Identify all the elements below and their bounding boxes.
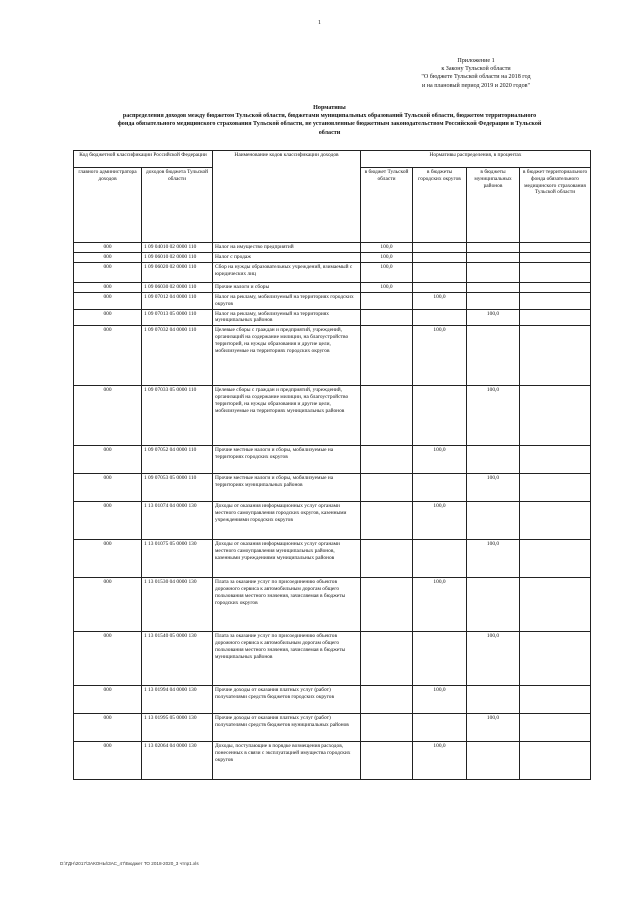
norm-mun-cell <box>467 446 520 474</box>
table-row <box>74 474 591 502</box>
income-code-cell: 1 09 07033 05 0000 110 <box>142 386 213 446</box>
annex-block <box>386 57 566 90</box>
norms-table <box>73 150 591 780</box>
norm-mun-cell <box>467 283 520 293</box>
norm-mun-cell <box>467 243 520 253</box>
norm-gor-cell: 100,0 <box>413 446 467 474</box>
norm-obl-cell: 100,0 <box>361 253 413 263</box>
norm-obl-cell: 100,0 <box>361 243 413 253</box>
norm-obl-cell <box>361 309 413 326</box>
table-row <box>74 309 591 326</box>
income-code-cell: 1 13 01075 05 0000 130 <box>142 540 213 578</box>
income-code-cell: 1 09 07052 04 0000 110 <box>142 446 213 474</box>
norm-mun-cell <box>467 502 520 540</box>
norm-fund-cell <box>520 474 591 502</box>
norm-gor-cell <box>413 386 467 446</box>
norm-obl-cell <box>361 293 413 310</box>
header-obl: в бюджет Тульской области <box>361 168 413 243</box>
norm-obl-cell <box>361 326 413 386</box>
norm-gor-cell <box>413 263 467 283</box>
title-line-1: распределения доходов между бюджетом Тульской области, бюджетами муниципальных образований Тульской области, бюджетом территориального <box>122 113 537 120</box>
title-line-3: области <box>318 129 341 136</box>
income-name-cell: Налог на рекламу, мобилизуемый на территориях муниципальных районов <box>213 309 361 326</box>
table-row <box>74 578 591 632</box>
income-name-cell: Прочие доходы от оказания платных услуг (работ) получателями средств бюджетов городских округов <box>213 686 361 714</box>
header-code-group: Код бюджетной классификации Российской Федерации <box>74 151 213 168</box>
admin-code-cell: 000 <box>74 714 142 742</box>
norm-fund-cell <box>520 243 591 253</box>
page-number: 1 <box>318 20 321 26</box>
admin-code-cell: 000 <box>74 502 142 540</box>
title-heading: Нормативы <box>313 105 346 111</box>
norm-obl-cell <box>361 714 413 742</box>
file-path-footer: D:\ГДН\2017\ЗАКОНЫ\ЗАС_47\Бюджет ТО 2018-2020_3 чтпр1.xls <box>60 861 199 866</box>
income-code-cell: 1 13 02064 04 0000 130 <box>142 742 213 780</box>
norm-mun-cell: 100,0 <box>467 714 520 742</box>
income-name-cell: Прочие налоги и сборы <box>213 283 361 293</box>
income-name-cell: Налог на рекламу, мобилизуемый на территориях городских округов <box>213 293 361 310</box>
admin-code-cell: 000 <box>74 742 142 780</box>
admin-code-cell: 000 <box>74 293 142 310</box>
norm-fund-cell <box>520 326 591 386</box>
norm-obl-cell <box>361 632 413 686</box>
table-row <box>74 502 591 540</box>
admin-code-cell: 000 <box>74 446 142 474</box>
admin-code-cell: 000 <box>74 386 142 446</box>
table-row <box>74 632 591 686</box>
income-code-cell: 1 09 07012 04 0000 110 <box>142 293 213 310</box>
norm-gor-cell: 100,0 <box>413 502 467 540</box>
income-name-cell: Налог с продаж <box>213 253 361 263</box>
norm-mun-cell <box>467 253 520 263</box>
norm-fund-cell <box>520 540 591 578</box>
norm-obl-cell: 100,0 <box>361 283 413 293</box>
norm-obl-cell <box>361 578 413 632</box>
norm-obl-cell <box>361 540 413 578</box>
norm-gor-cell <box>413 632 467 686</box>
norm-mun-cell <box>467 326 520 386</box>
norm-gor-cell: 100,0 <box>413 326 467 386</box>
income-code-cell: 1 13 01530 04 0000 130 <box>142 578 213 632</box>
norm-fund-cell <box>520 742 591 780</box>
norm-fund-cell <box>520 253 591 263</box>
table-row <box>74 386 591 446</box>
norm-obl-cell <box>361 742 413 780</box>
header-income: доходов бюджета Тульской области <box>142 168 213 243</box>
header-mun: в бюджеты муниципальных районов <box>467 168 520 243</box>
norm-fund-cell <box>520 714 591 742</box>
income-code-cell: 1 09 07053 05 0000 110 <box>142 474 213 502</box>
income-code-cell: 1 09 04010 02 0000 110 <box>142 243 213 253</box>
norm-mun-cell <box>467 742 520 780</box>
income-code-cell: 1 13 01074 04 0000 130 <box>142 502 213 540</box>
header-gor: в бюджеты городских округов <box>413 168 467 243</box>
norm-mun-cell: 100,0 <box>467 632 520 686</box>
norm-gor-cell: 100,0 <box>413 686 467 714</box>
norm-obl-cell <box>361 386 413 446</box>
income-code-cell: 1 09 06010 02 0000 110 <box>142 253 213 263</box>
document-title <box>70 104 589 137</box>
norm-fund-cell <box>520 263 591 283</box>
admin-code-cell: 000 <box>74 474 142 502</box>
norm-gor-cell: 100,0 <box>413 293 467 310</box>
norm-gor-cell <box>413 714 467 742</box>
annex-line-1: Приложение 1 <box>457 58 495 64</box>
income-name-cell: Целевые сборы с граждан и предприятий, учреждений, организаций на содержание милиции, на благоустройство территорий, на нужды образования и другие цели, мобилизуемые на территориях муниципальных районов <box>213 386 361 446</box>
norm-obl-cell <box>361 686 413 714</box>
norm-gor-cell <box>413 540 467 578</box>
norm-fund-cell <box>520 293 591 310</box>
norm-obl-cell: 100,0 <box>361 263 413 283</box>
income-code-cell: 1 09 06030 02 0000 110 <box>142 283 213 293</box>
admin-code-cell: 000 <box>74 326 142 386</box>
admin-code-cell: 000 <box>74 263 142 283</box>
norm-gor-cell <box>413 309 467 326</box>
norm-mun-cell: 100,0 <box>467 474 520 502</box>
table-row <box>74 283 591 293</box>
norm-fund-cell <box>520 578 591 632</box>
admin-code-cell: 000 <box>74 540 142 578</box>
table-row <box>74 243 591 253</box>
norm-obl-cell <box>361 502 413 540</box>
income-name-cell: Доходы от оказания информационных услуг органами местного самоуправления городских округов, казенными учреждениями городских округов <box>213 502 361 540</box>
norm-gor-cell: 100,0 <box>413 742 467 780</box>
norm-mun-cell: 100,0 <box>467 540 520 578</box>
income-code-cell: 1 09 06020 02 0000 110 <box>142 263 213 283</box>
admin-code-cell: 000 <box>74 632 142 686</box>
table-row <box>74 742 591 780</box>
norm-mun-cell <box>467 293 520 310</box>
annex-line-4: и на плановый период 2019 и 2020 годов" <box>421 82 531 89</box>
income-name-cell: Прочие местные налоги и сборы, мобилизуемые на территориях городских округов <box>213 446 361 474</box>
income-name-cell: Целевые сборы с граждан и предприятий, учреждений, организаций на содержание милиции, на благоустройство территорий, на нужды образования и другие цели, мобилизуемые на территориях городских округов <box>213 326 361 386</box>
norm-obl-cell <box>361 446 413 474</box>
table-row <box>74 714 591 742</box>
table-row <box>74 293 591 310</box>
norm-fund-cell <box>520 283 591 293</box>
table-row <box>74 263 591 283</box>
norm-mun-cell <box>467 263 520 283</box>
table-row <box>74 326 591 386</box>
income-name-cell: Плата за оказание услуг по присоединению объектов дорожного сервиса к автомобильным дорогам общего пользования местного значения, зачисляемая в бюджеты городских округов <box>213 578 361 632</box>
norm-mun-cell: 100,0 <box>467 386 520 446</box>
norm-mun-cell: 100,0 <box>467 309 520 326</box>
admin-code-cell: 000 <box>74 253 142 263</box>
income-name-cell: Плата за оказание услуг по присоединению объектов дорожного сервиса к автомобильным дорогам общего пользования местного значения, зачисляемая в бюджеты муниципальных районов <box>213 632 361 686</box>
norm-gor-cell <box>413 474 467 502</box>
title-line-2: фонда обязательного медицинского страхования Тульской области, не установленные бюджетным законодательством Российской Федерации и Тульской <box>117 121 542 128</box>
admin-code-cell: 000 <box>74 283 142 293</box>
income-code-cell: 1 09 07013 05 0000 110 <box>142 309 213 326</box>
norm-obl-cell <box>361 474 413 502</box>
income-name-cell: Сбор на нужды образовательных учреждений, взимаемый с юридических лиц <box>213 263 361 283</box>
header-fund: в бюджет территориального фонда обязательного медицинского страхования Тульской области <box>520 168 591 243</box>
norm-gor-cell <box>413 243 467 253</box>
admin-code-cell: 000 <box>74 243 142 253</box>
norm-fund-cell <box>520 632 591 686</box>
header-admin: главного администратора доходов <box>74 168 142 243</box>
income-name-cell: Доходы, поступающие в порядке возмещения расходов, понесенных в связи с эксплуатацией имущества городских округов <box>213 742 361 780</box>
norm-gor-cell <box>413 253 467 263</box>
income-code-cell: 1 13 01994 04 0000 130 <box>142 686 213 714</box>
norm-gor-cell <box>413 283 467 293</box>
income-code-cell: 1 09 07032 04 0000 110 <box>142 326 213 386</box>
header-norm-group: Нормативы распределения, в процентах <box>361 151 591 168</box>
norm-fund-cell <box>520 446 591 474</box>
annex-line-2: к Закону Тульской области <box>441 66 511 73</box>
norm-fund-cell <box>520 686 591 714</box>
table-row <box>74 540 591 578</box>
norm-fund-cell <box>520 309 591 326</box>
income-code-cell: 1 13 01540 05 0000 130 <box>142 632 213 686</box>
norm-mun-cell <box>467 686 520 714</box>
table-row <box>74 253 591 263</box>
norm-fund-cell <box>520 502 591 540</box>
admin-code-cell: 000 <box>74 686 142 714</box>
admin-code-cell: 000 <box>74 309 142 326</box>
income-code-cell: 1 13 01995 05 0000 130 <box>142 714 213 742</box>
norm-fund-cell <box>520 386 591 446</box>
norm-mun-cell <box>467 578 520 632</box>
income-name-cell: Прочие местные налоги и сборы, мобилизуемые на территориях муниципальных районов <box>213 474 361 502</box>
norm-gor-cell: 100,0 <box>413 578 467 632</box>
header-name: Наименование кодов классификации доходов <box>213 151 361 243</box>
income-name-cell: Прочие доходы от оказания платных услуг (работ) получателями средств бюджетов муниципальных районов <box>213 714 361 742</box>
table-row <box>74 446 591 474</box>
income-name-cell: Доходы от оказания информационных услуг органами местного самоуправления муниципальных районов, казенными учреждениями муниципальных районов <box>213 540 361 578</box>
admin-code-cell: 000 <box>74 578 142 632</box>
annex-line-3: "О бюджете Тульской области на 2018 год <box>421 74 531 81</box>
income-name-cell: Налог на имущество предприятий <box>213 243 361 253</box>
table-row <box>74 686 591 714</box>
